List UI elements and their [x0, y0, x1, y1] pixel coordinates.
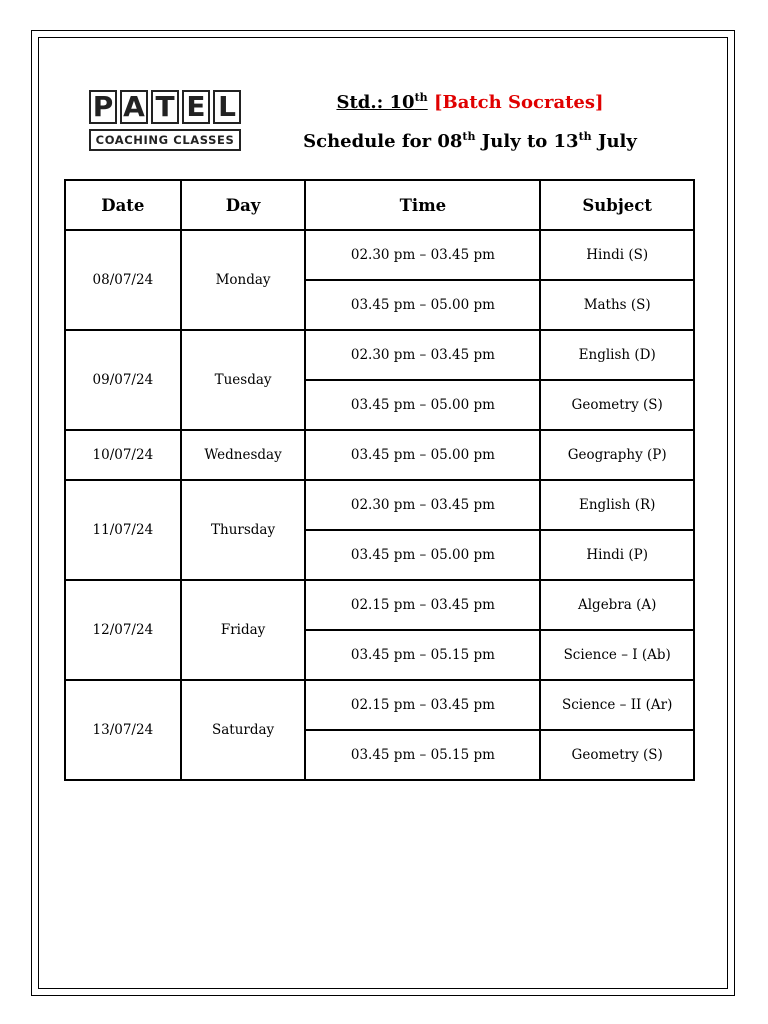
subject-cell: Algebra (A) — [540, 580, 694, 630]
table-row — [65, 330, 694, 380]
subject-cell: Science – II (Ar) — [540, 680, 694, 730]
date-cell: 11/07/24 — [65, 480, 181, 580]
logo-letter: A — [120, 90, 148, 124]
time-cell: 02.15 pm – 03.45 pm — [305, 680, 540, 730]
logo-letter: L — [213, 90, 241, 124]
date-cell: 08/07/24 — [65, 230, 181, 330]
table-row — [65, 580, 694, 630]
subject-cell: Geography (P) — [540, 430, 694, 480]
day-cell: Thursday — [181, 480, 306, 580]
day-cell: Wednesday — [181, 430, 306, 480]
day-cell: Friday — [181, 580, 306, 680]
schedule-table — [64, 179, 695, 781]
time-cell: 02.30 pm – 03.45 pm — [305, 330, 540, 380]
time-cell: 03.45 pm – 05.00 pm — [305, 380, 540, 430]
header-subject: Subject — [540, 180, 694, 230]
logo-letters — [89, 90, 241, 126]
time-cell: 03.45 pm – 05.15 pm — [305, 730, 540, 780]
header-date: Date — [65, 180, 181, 230]
subject-cell: Hindi (P) — [540, 530, 694, 580]
date-cell: 13/07/24 — [65, 680, 181, 780]
subject-cell: Geometry (S) — [540, 730, 694, 780]
time-cell: 03.45 pm – 05.15 pm — [305, 630, 540, 680]
standard-batch-title — [260, 92, 680, 113]
subject-cell: Maths (S) — [540, 280, 694, 330]
day-cell: Saturday — [181, 680, 306, 780]
logo-letter: E — [182, 90, 210, 124]
time-cell: 03.45 pm – 05.00 pm — [305, 430, 540, 480]
time-cell: 02.30 pm – 03.45 pm — [305, 230, 540, 280]
date-cell: 12/07/24 — [65, 580, 181, 680]
time-cell: 03.45 pm – 05.00 pm — [305, 280, 540, 330]
day-cell: Tuesday — [181, 330, 306, 430]
subject-cell: English (D) — [540, 330, 694, 380]
subject-cell: English (R) — [540, 480, 694, 530]
table-row — [65, 480, 694, 530]
logo-subtitle: COACHING CLASSES — [89, 129, 241, 151]
logo-letter: P — [89, 90, 117, 124]
table-row — [65, 430, 694, 480]
table-row — [65, 680, 694, 730]
subject-cell: Geometry (S) — [540, 380, 694, 430]
batch-name: [Batch Socrates] — [433, 92, 604, 113]
header-day: Day — [181, 180, 306, 230]
table-header-row — [65, 180, 694, 230]
date-cell: 09/07/24 — [65, 330, 181, 430]
time-cell: 02.30 pm – 03.45 pm — [305, 480, 540, 530]
day-cell: Monday — [181, 230, 306, 330]
date-cell: 10/07/24 — [65, 430, 181, 480]
standard-label: Std.: 10th — [336, 91, 428, 113]
logo-letter: T — [151, 90, 179, 124]
subject-cell: Hindi (S) — [540, 230, 694, 280]
schedule-title: Schedule for 08th July to 13th July — [303, 130, 637, 152]
patel-logo — [89, 90, 241, 154]
header-time: Time — [305, 180, 540, 230]
table-row — [65, 230, 694, 280]
schedule-body — [65, 230, 694, 780]
subject-cell: Science – I (Ab) — [540, 630, 694, 680]
time-cell: 03.45 pm – 05.00 pm — [305, 530, 540, 580]
time-cell: 02.15 pm – 03.45 pm — [305, 580, 540, 630]
